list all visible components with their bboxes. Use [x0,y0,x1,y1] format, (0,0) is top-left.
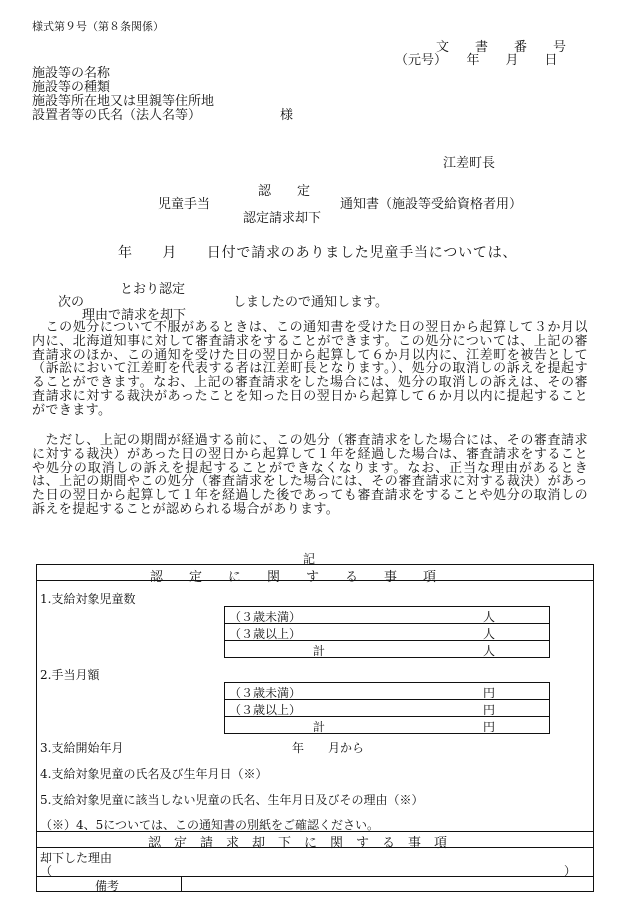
facility-type-label: 施設等の種類 [32,80,111,95]
payment-start-value: 年 月から [292,741,365,755]
item-monthly-allowance: 2.手当月額 [40,668,100,682]
notice-following: 次の [58,295,85,310]
title-notice: 通知書（施設等受給資格者用） [340,197,523,212]
notice-rejected: 理由で請求を却下 [82,308,187,323]
ki-heading: 記 [303,552,316,566]
section-certification-header: 認 定 に 関 す る 事 項 [150,570,437,585]
total-label: 計 [313,720,326,734]
notice-we-notify: しましたので通知します。 [233,295,388,310]
item-eligible-children-names: 4.支給対象児童の氏名及び生年月日（※） [40,767,268,781]
total-label: 計 [313,644,326,658]
remarks-label: 備考 [95,879,120,893]
title-child-allowance: 児童手当 [158,197,211,212]
item-payment-start: 3.支給開始年月 [40,741,124,755]
divider [36,876,594,877]
founder-name-label: 設置者等の氏名（法人名等） [32,108,202,123]
paren-open: （ [40,864,53,878]
unit-person: 人 [483,644,496,658]
unit-yen: 円 [483,720,496,734]
appeal-paragraph-2: ただし、上記の期間が経過する前に、この処分（審査請求をした場合には、その審査請求に対する裁決）があった日の翌日から起算して１年を経過した場合は、審査請求をすることや処分の取消しの訴えを提起することができなくなります。なお、正当な理由があるときは、上記の期間やこの処分（審査請求をした場合には、その審査請求に対する裁決）があった日の翌日から起算して１年を経過した後であっても審査請求をすることや処分の取消しの訴えを提起することが認められる場合があります。 [32,433,588,517]
document-number-label: 文 書 番 号 [436,40,567,55]
rejection-reason-label: 却下した理由 [40,851,113,865]
over-3-label: （３歳以上） [229,703,302,717]
facility-name-label: 施設等の名称 [32,66,111,81]
title-rejected: 認定請求却下 [243,211,322,226]
under-3-label: （３歳未満） [229,610,302,624]
paren-close: ） [564,864,577,878]
notice-certified: とおり認定 [120,282,186,297]
over-3-label: （３歳以上） [229,627,302,641]
unit-yen: 円 [483,686,496,700]
note-attachment: （※）4、5については、この通知書の別紙をご確認ください。 [40,818,380,832]
item-eligible-children-count: 1.支給対象児童数 [40,592,136,606]
divider [36,580,594,581]
divider [181,876,182,892]
under-3-label: （３歳未満） [229,686,302,700]
title-certified: 認 定 [258,184,311,199]
divider [36,847,594,848]
section-rejection-header: 認 定 請 求 却 下 に 関 す る 事 項 [148,836,448,851]
date-line: （元号） 年 月 日 [395,53,558,68]
issuer: 江差町長 [443,156,496,171]
honorific: 様 [280,108,294,123]
item-ineligible-children: 5.支給対象児童に該当しない児童の氏名、生年月日及びその理由（※） [40,793,424,807]
unit-yen: 円 [483,703,496,717]
form-label: 様式第９号（第８条関係） [32,20,164,33]
date-sentence: 年 月 日付で請求のありました児童手当については、 [118,245,518,261]
unit-person: 人 [483,627,496,641]
appeal-paragraph: この処分について不服があるときは、この通知書を受けた日の翌日から起算して３か月以内に、北海道知事に対して審査請求をすることができます。この処分については、上記の審査請求のほか、この通知を受けた日の翌日から起算して６か月以内に、江差町を被告として（訴訟において江差町を代表する者は江差町長となります。）、処分の取消しの訴えを提起することができます。なお、上記の審査請求をした場合には、処分の取消しの訴えは、その審査請求に対する裁決があったことを知った日の翌日から起算して６か月以内に提起することができます。 [32,320,588,418]
unit-person: 人 [483,610,496,624]
facility-address-label: 施設等所在地又は里親等住所地 [32,94,215,109]
